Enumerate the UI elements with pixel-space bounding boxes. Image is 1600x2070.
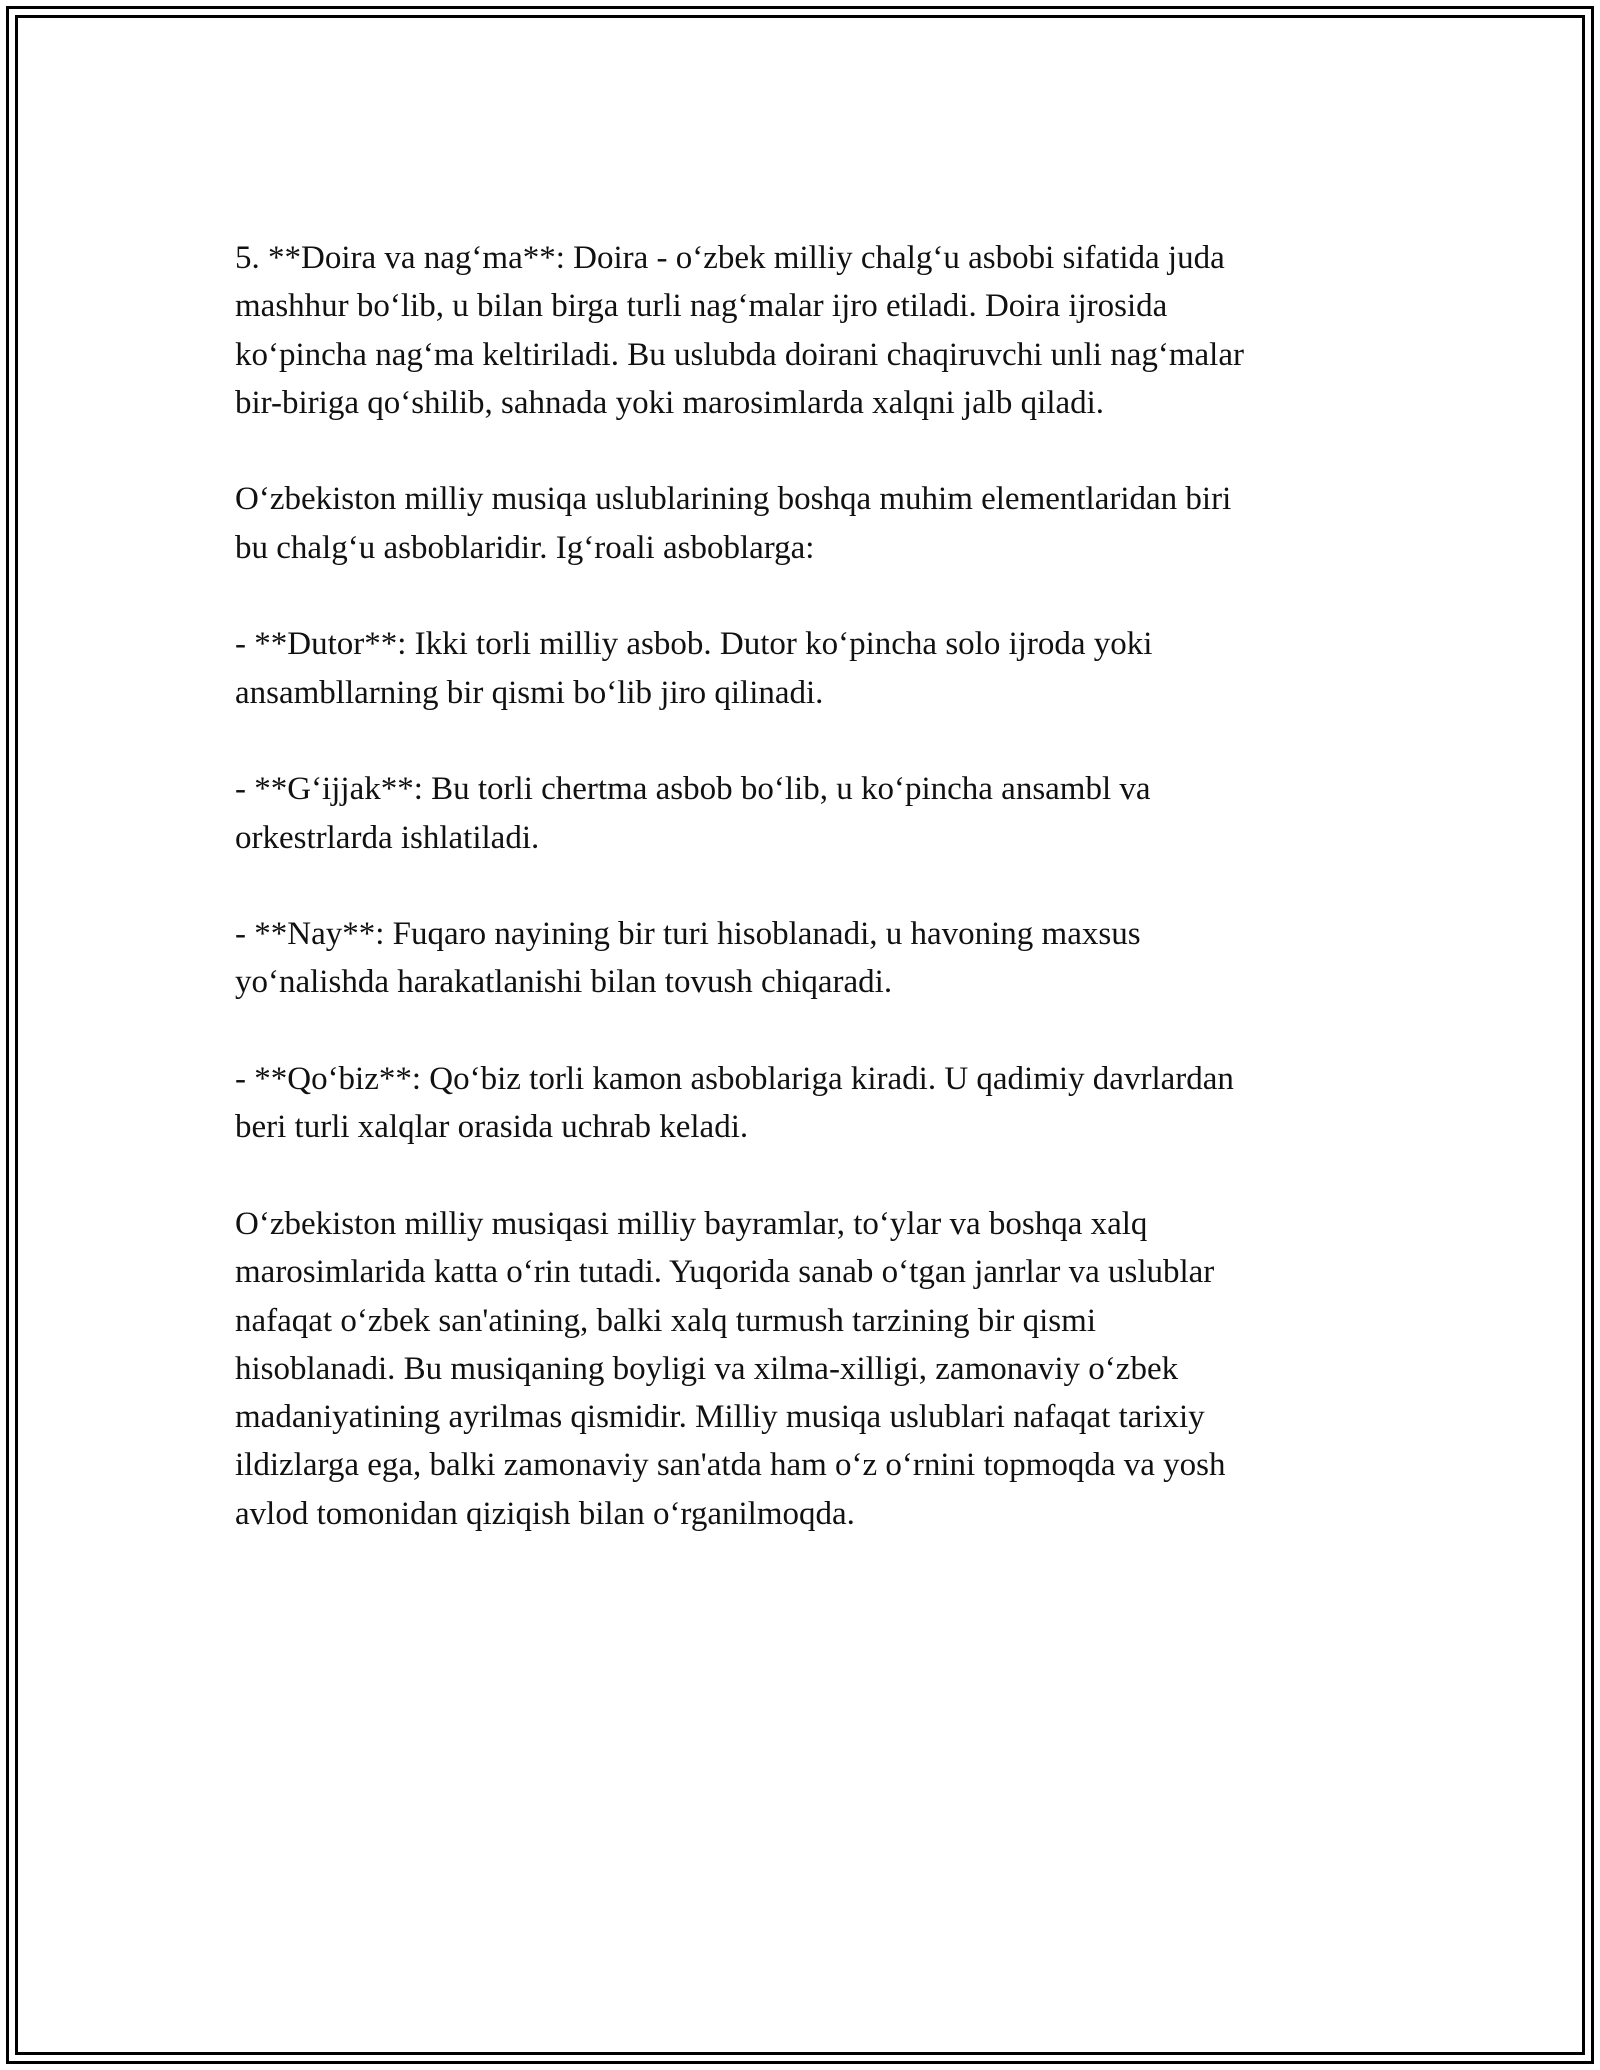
list-item-nay [235, 910, 1385, 1007]
text-line: madaniyatining ayrilmas qismidir. Milliy musiqa uslublari nafaqat tarixiy [235, 1399, 1205, 1436]
text-line: O‘zbekiston milliy musiqa uslublarining boshqa muhim elementlaridan biri [235, 481, 1232, 518]
text-line: 5. **Doira va nag‘ma**: Doira - o‘zbek milliy chalg‘u asbobi sifatida juda [235, 240, 1225, 276]
text-line: marosimlarida katta o‘rin tutadi. Yuqorida sanab o‘tgan janrlar va uslublar [235, 1254, 1215, 1291]
paragraph-doira [235, 234, 1385, 427]
text-line: - **Qo‘biz**: Qo‘biz torli kamon asboblariga kiradi. U qadimiy davrlardan [235, 1061, 1234, 1098]
text-line: yo‘nalishda harakatlanishi bilan tovush chiqaradi. [235, 964, 893, 1001]
text-line: ansambllarning bir qismi bo‘lib jiro qilinadi. [235, 674, 824, 711]
text-line: bu chalg‘u asboblaridir. Ig‘roali asboblarga: [235, 529, 815, 566]
paragraph-instruments-intro [235, 475, 1385, 572]
list-item-dutor [235, 620, 1385, 717]
text-line: beri turli xalqlar orasida uchrab keladi. [235, 1109, 749, 1146]
text-line: nafaqat o‘zbek san'atining, balki xalq turmush tarzining bir qismi [235, 1302, 1096, 1339]
text-line: mashhur bo‘lib, u bilan birga turli nag‘malar ijro etiladi. Doira ijrosida [235, 288, 1168, 325]
text-line: ko‘pincha nag‘ma keltiriladi. Bu uslubda doirani chaqiruvchi unli nag‘malar [235, 336, 1244, 373]
text-line: ildizlarga ega, balki zamonaviy san'atda ham o‘z o‘rnini topmoqda va yosh [235, 1447, 1226, 1484]
document-body [235, 234, 1385, 1538]
list-item-qobiz [235, 1055, 1385, 1152]
list-item-gijjak [235, 765, 1385, 862]
text-line: orkestrlarda ishlatiladi. [235, 819, 540, 856]
text-line: hisoblanadi. Bu musiqaning boyligi va xilma-xilligi, zamonaviy o‘zbek [235, 1350, 1179, 1387]
text-line: bir-biriga qo‘shilib, sahnada yoki marosimlarda xalqni jalb qiladi. [235, 384, 1105, 421]
text-line: avlod tomonidan qiziqish bilan o‘rganilmoqda. [235, 1495, 855, 1532]
text-line: - **Dutor**: Ikki torli milliy asbob. Dutor ko‘pincha solo ijroda yoki [235, 626, 1153, 663]
text-line: - **Nay**: Fuqaro nayining bir turi hisoblanadi, u havoning maxsus [235, 916, 1141, 953]
paragraph-conclusion [235, 1200, 1385, 1538]
text-line: O‘zbekiston milliy musiqasi milliy bayramlar, to‘ylar va boshqa xalq [235, 1205, 1148, 1242]
text-line: - **G‘ijjak**: Bu torli chertma asbob bo‘lib, u ko‘pincha ansambl va [235, 771, 1151, 808]
